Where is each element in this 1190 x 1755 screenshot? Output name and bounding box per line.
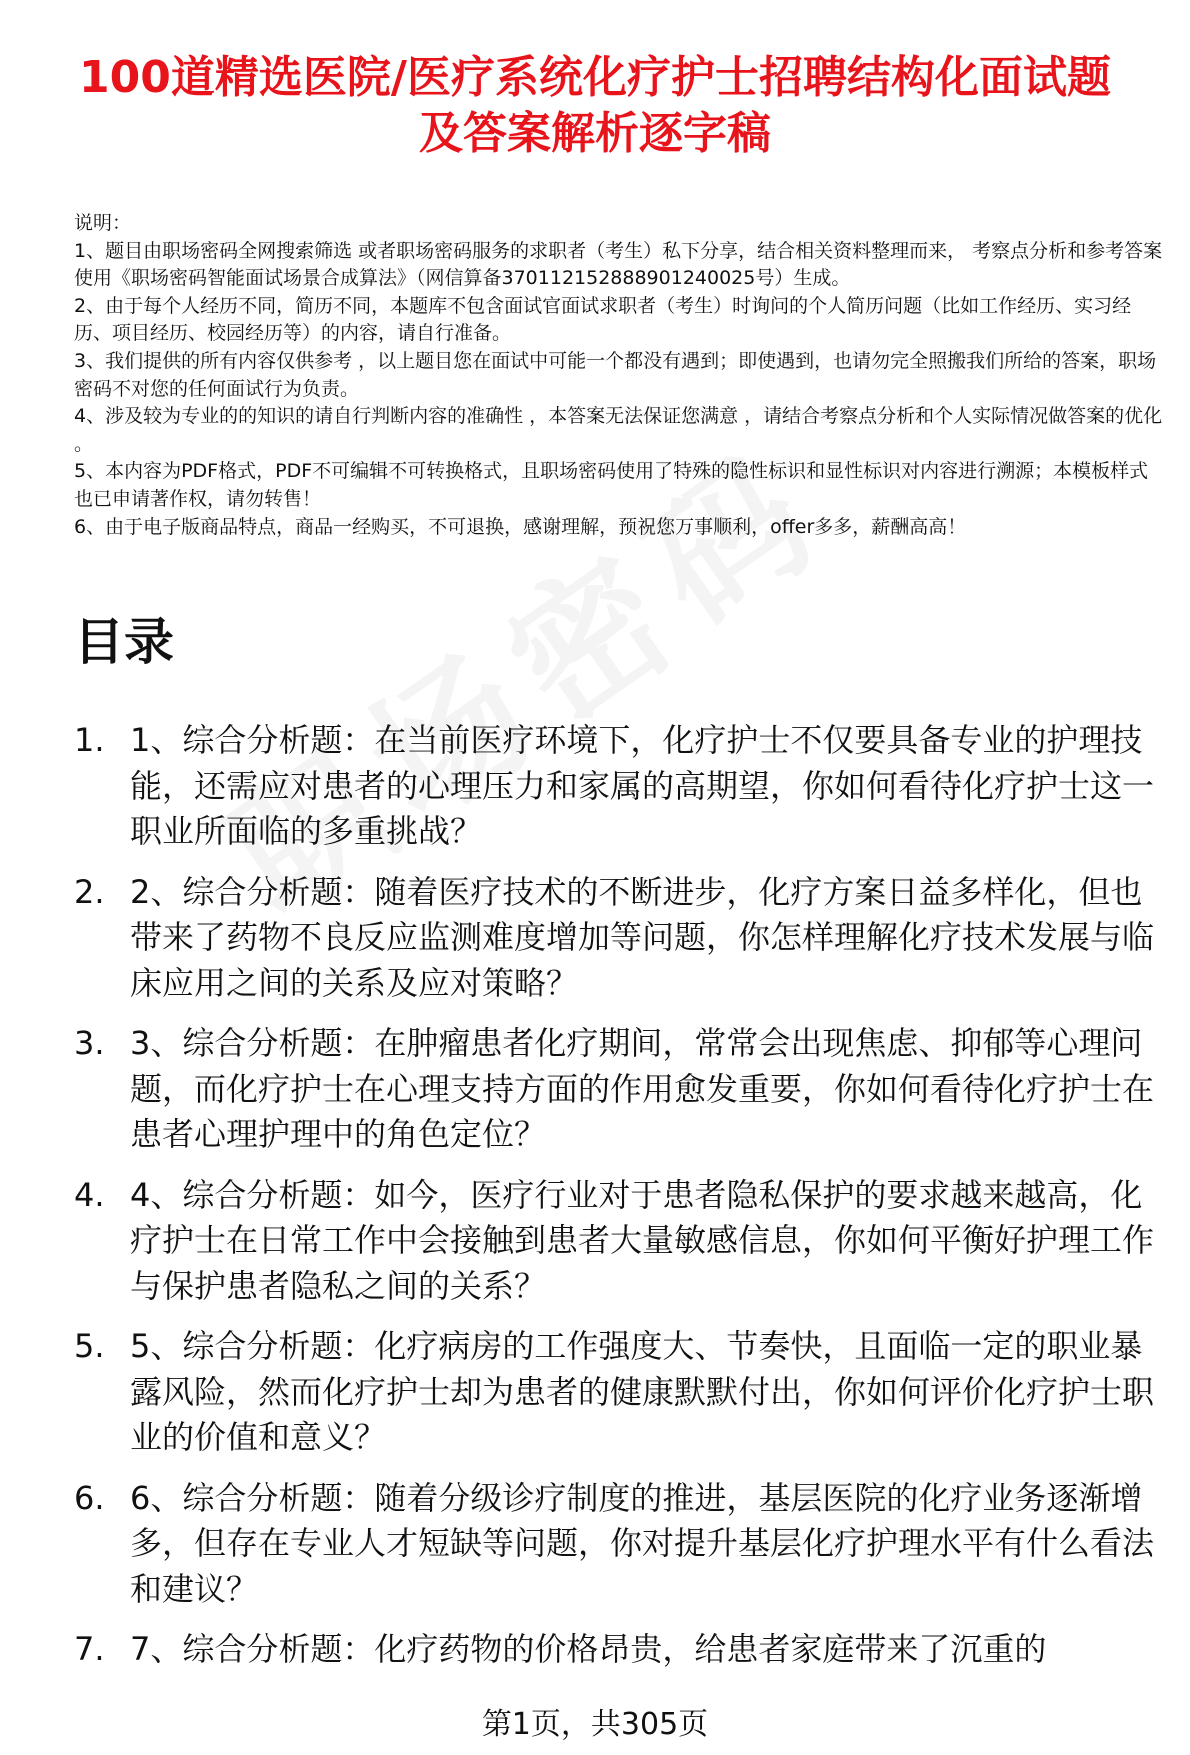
- note-item: 1、题目由职场密码全网搜索筛选 或者职场密码服务的求职者（考生）私下分享，结合相关资料整理而来， 考察点分析和参考答案使用《职场密码智能面试场景合成算法》（网信算备370112152888901240025号）生成。: [74, 239, 1163, 290]
- toc-item-text[interactable]: 1、综合分析题：在当前医疗环境下，化疗护士不仅要具备专业的护理技能，还需应对患者的心理压力和家属的高期望，你如何看待化疗护士这一职业所面临的多重挑战？: [130, 721, 1155, 850]
- toc-item-number: 1.: [74, 721, 105, 759]
- note-item: 3、我们提供的所有内容仅供参考 ，以上题目您在面试中可能一个都没有遇到；即使遇到，也请勿完全照搬我们所给的答案，职场密码不对您的任何面试行为负责。: [74, 349, 1157, 400]
- toc-item[interactable]: [74, 718, 1174, 855]
- toc-item-text[interactable]: 6、综合分析题：随着分级诊疗制度的推进，基层医院的化疗业务逐渐增多，但存在专业人才短缺等问题，你对提升基层化疗护理水平有什么看法和建议？: [130, 1478, 1155, 1608]
- toc-item-number: 2.: [74, 872, 105, 911]
- toc-item[interactable]: [74, 1173, 1174, 1310]
- toc-item[interactable]: [74, 1627, 1174, 1673]
- notes-heading: 说明：: [74, 212, 132, 234]
- toc-item-text[interactable]: 4、综合分析题：如今，医疗行业对于患者隐私保护的要求越来越高，化疗护士在日常工作中会接触到患者大量敏感信息，你如何平衡好护理工作与保护患者隐私之间的关系？: [130, 1175, 1155, 1305]
- toc-item[interactable]: [74, 870, 1174, 1007]
- table-of-contents: [74, 718, 1174, 1688]
- page-footer: 第1页，共305页: [481, 1707, 709, 1742]
- toc-item[interactable]: [74, 1476, 1174, 1613]
- note-item: 5、本内容为PDF格式，PDF不可编辑不可转换格式，且职场密码使用了特殊的隐性标识和显性标识对内容进行溯源；本模板样式也已申请著作权，请勿转售！: [74, 460, 1149, 510]
- note-item: 4、涉及较为专业的的知识的请自行判断内容的准确性 ，本答案无法保证您满意 ，请结合考察点分析和个人实际情况做答案的优化 。: [74, 405, 1163, 455]
- toc-item-number: 4.: [74, 1175, 105, 1214]
- toc-item-number: 5.: [74, 1327, 105, 1365]
- toc-item-number: 7.: [74, 1630, 105, 1668]
- note-item: 6、由于电子版商品特点，商品一经购买，不可退换，感谢理解，预祝您万事顺利，offer多多，薪酬高高！: [74, 515, 967, 538]
- note-item: 2、由于每个人经历不同，简历不同，本题库不包含面试官面试求职者（考生）时询问的个人简历问题（比如工作经历、实习经历、项目经历、校园经历等）的内容，请自行准备。: [74, 294, 1132, 345]
- toc-item[interactable]: [74, 1021, 1174, 1158]
- toc-item-text[interactable]: 2、综合分析题：随着医疗技术的不断进步，化疗方案日益多样化，但也带来了药物不良反应监测难度增加等问题，你怎样理解化疗技术发展与临床应用之间的关系及应对策略？: [130, 872, 1155, 1002]
- toc-item[interactable]: [74, 1324, 1174, 1461]
- notes-section: [74, 210, 1164, 541]
- toc-item-number: 3.: [74, 1024, 105, 1062]
- toc-heading: 目录: [74, 613, 174, 671]
- toc-item-number: 6.: [74, 1478, 105, 1517]
- toc-item-text[interactable]: 7、综合分析题：化疗药物的价格昂贵，给患者家庭带来了沉重的: [130, 1630, 1047, 1668]
- toc-item-text[interactable]: 5、综合分析题：化疗病房的工作强度大、节奏快，且面临一定的职业暴露风险，然而化疗护士却为患者的健康默默付出，你如何评价化疗护士职业的价值和意义？: [130, 1327, 1155, 1456]
- document-title: 100道精选医院/医疗系统化疗护士招聘结构化面试题及答案解析逐字稿: [79, 52, 1111, 159]
- toc-item-text[interactable]: 3、综合分析题：在肿瘤患者化疗期间，常常会出现焦虑、抑郁等心理问题，而化疗护士在心理支持方面的作用愈发重要，你如何看待化疗护士在患者心理护理中的角色定位？: [130, 1024, 1155, 1153]
